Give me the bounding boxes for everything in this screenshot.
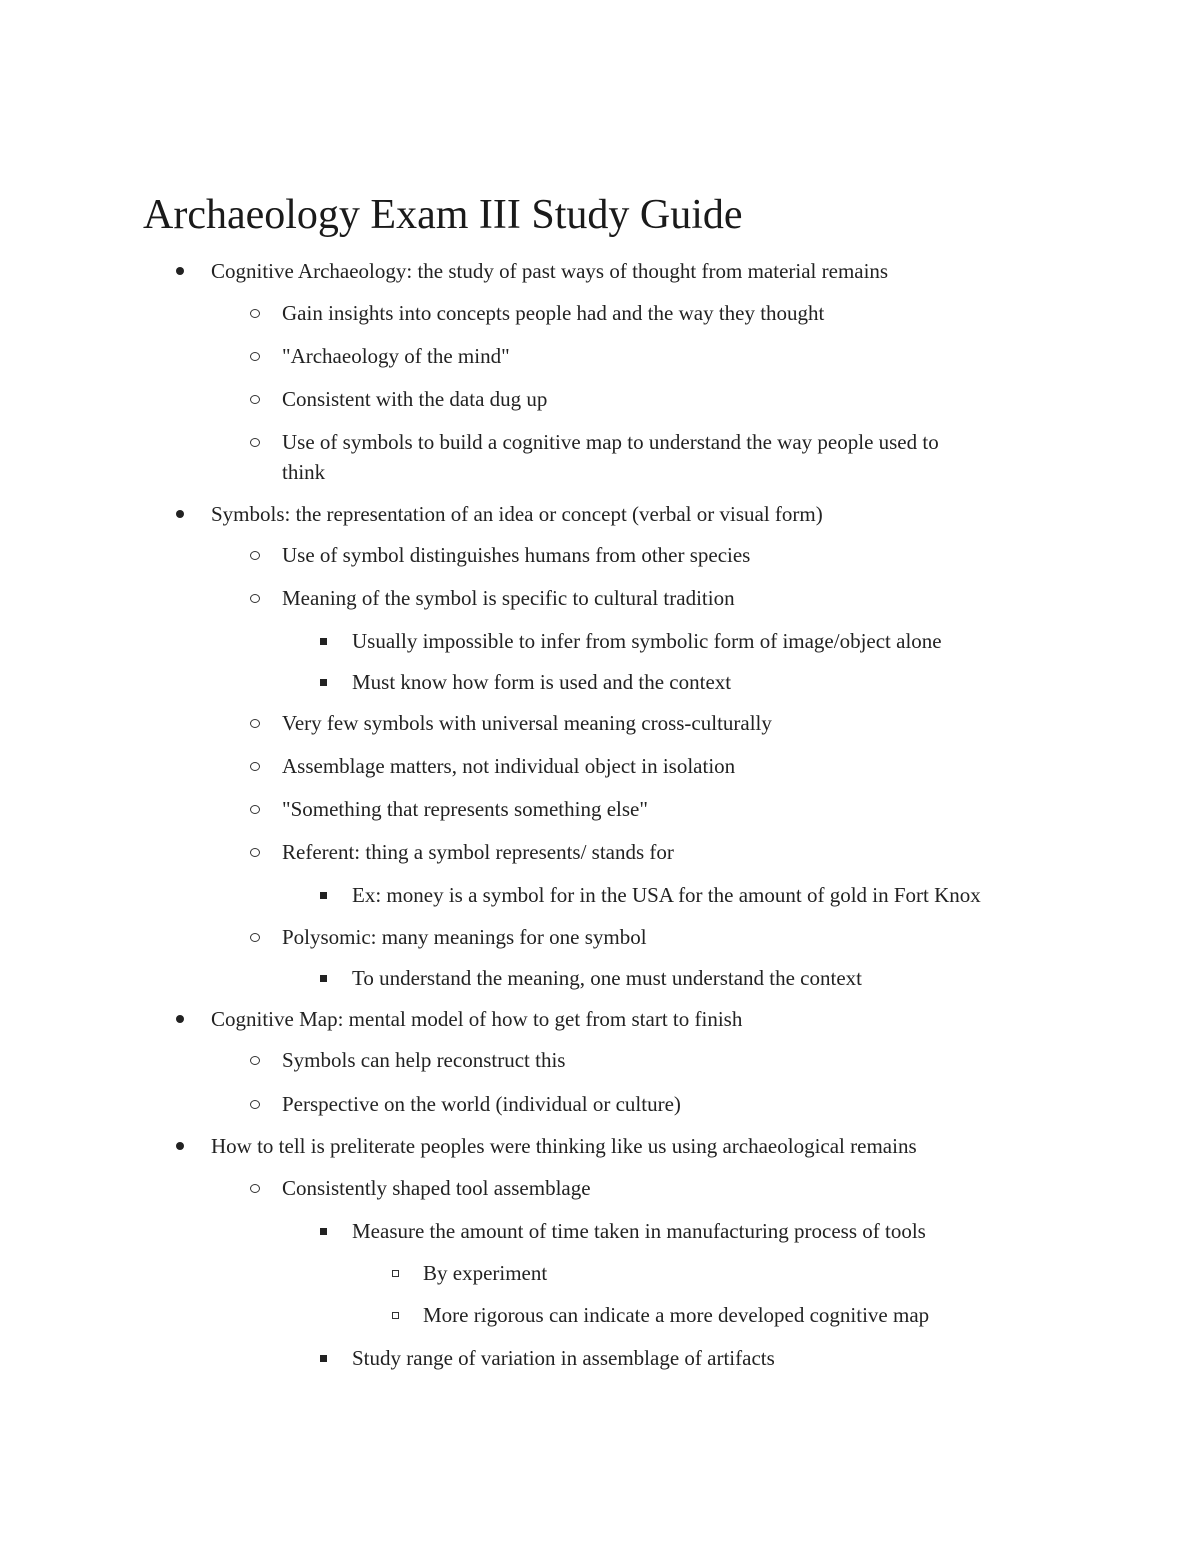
outline-item-level-3: Study range of variation in assemblage of artifacts [352, 1346, 775, 1370]
bullet-circle-icon [250, 1056, 260, 1065]
bullet-square-icon [320, 1228, 327, 1235]
outline-item-level-1: How to tell is preliterate peoples were thinking like us using archaeological remains [211, 1134, 917, 1158]
outline-item-level-2: Meaning of the symbol is specific to cultural tradition [282, 586, 735, 610]
bullet-circle-icon [250, 551, 260, 560]
outline-item-level-3: Usually impossible to infer from symbolic form of image/object alone [352, 629, 942, 653]
outline-item-level-2: Very few symbols with universal meaning cross-culturally [282, 711, 772, 735]
outline-item-level-3: To understand the meaning, one must understand the context [352, 966, 862, 990]
bullet-square-icon [320, 892, 327, 899]
bullet-circle-icon [250, 1184, 260, 1193]
bullet-circle-icon [250, 762, 260, 771]
outline-item-level-2: Gain insights into concepts people had and the way they thought [282, 301, 825, 325]
outline-item-level-4: By experiment [423, 1261, 548, 1285]
bullet-disc-icon [176, 1015, 184, 1023]
outline-item-level-2: Use of symbol distinguishes humans from other species [282, 543, 751, 567]
outline-item-level-2: "Something that represents something else" [282, 797, 648, 821]
bullet-square-icon [320, 679, 327, 686]
bullet-square-icon [320, 1355, 327, 1362]
outline-item-level-1: Symbols: the representation of an idea or concept (verbal or visual form) [211, 502, 823, 526]
outline-item-level-3: Must know how form is used and the context [352, 670, 732, 694]
bullet-hollow-square-icon [392, 1270, 399, 1277]
bullet-circle-icon [250, 719, 260, 728]
outline-item-level-4: More rigorous can indicate a more developed cognitive map [423, 1303, 930, 1327]
document-title: Archaeology Exam III Study Guide [143, 192, 743, 238]
outline-item-level-2: Polysomic: many meanings for one symbol [282, 925, 647, 949]
bullet-circle-icon [250, 805, 260, 814]
outline-item-level-2: Consistent with the data dug up [282, 387, 548, 411]
bullet-circle-icon [250, 933, 260, 942]
bullet-disc-icon [176, 510, 184, 518]
outline-item-level-2: Symbols can help reconstruct this [282, 1048, 566, 1072]
bullet-square-icon [320, 638, 327, 645]
outline-item-level-2: Use of symbols to build a cognitive map to understand the way people used to [282, 430, 939, 454]
bullet-disc-icon [176, 267, 184, 275]
bullet-circle-icon [250, 594, 260, 603]
bullet-square-icon [320, 975, 327, 982]
bullet-circle-icon [250, 848, 260, 857]
outline-item-level-1: Cognitive Archaeology: the study of past ways of thought from material remains [211, 259, 889, 283]
bullet-hollow-square-icon [392, 1312, 399, 1319]
outline-item-level-2: Consistently shaped tool assemblage [282, 1176, 591, 1200]
bullet-circle-icon [250, 395, 260, 404]
outline-item-level-1: Cognitive Map: mental model of how to get from start to finish [211, 1007, 743, 1031]
bullet-circle-icon [250, 438, 260, 447]
outline-item-continuation: think [282, 460, 326, 484]
bullet-circle-icon [250, 1100, 260, 1109]
outline-item-level-2: Referent: thing a symbol represents/ stands for [282, 840, 674, 864]
outline-item-level-2: Perspective on the world (individual or culture) [282, 1092, 681, 1116]
bullet-circle-icon [250, 309, 260, 318]
bullet-disc-icon [176, 1142, 184, 1150]
outline-item-level-3: Measure the amount of time taken in manufacturing process of tools [352, 1219, 926, 1243]
outline-item-level-2: Assemblage matters, not individual object in isolation [282, 754, 736, 778]
outline-item-level-2: "Archaeology of the mind" [282, 344, 510, 368]
bullet-circle-icon [250, 352, 260, 361]
outline-item-level-3: Ex: money is a symbol for in the USA for the amount of gold in Fort Knox [352, 883, 981, 907]
